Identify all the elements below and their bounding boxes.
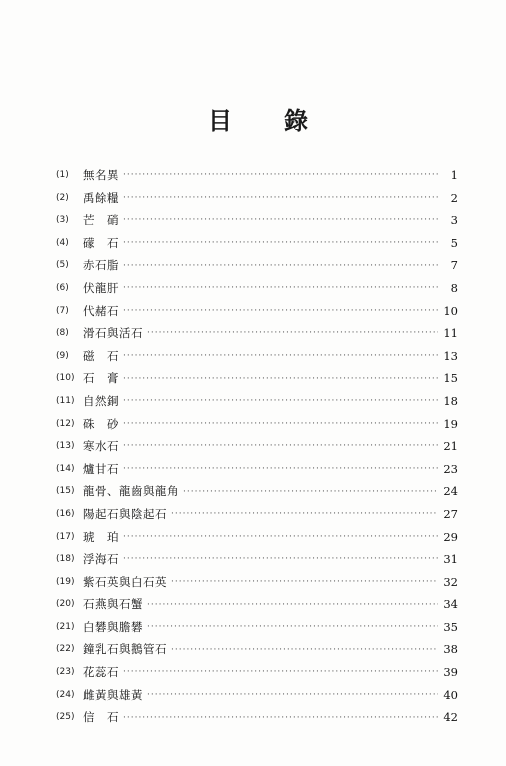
toc-entry-number: (16) bbox=[56, 508, 75, 519]
toc-entry bbox=[56, 413, 458, 436]
toc-dot-leader bbox=[123, 345, 438, 367]
toc-dot-leader bbox=[123, 413, 438, 435]
toc-dot-leader bbox=[123, 277, 438, 299]
page-title-char-2: 錄 bbox=[284, 107, 308, 135]
toc-entry-page: 2 bbox=[450, 190, 458, 205]
toc-entry-page: 39 bbox=[443, 665, 458, 680]
toc-entry-title: 礞 石 bbox=[83, 235, 119, 250]
toc-entry-title: 琥 珀 bbox=[83, 529, 119, 544]
toc-dot-leader bbox=[123, 661, 438, 683]
toc-dot-leader bbox=[123, 435, 438, 457]
toc-entry-number: (3) bbox=[56, 215, 69, 226]
toc-entry-number: (7) bbox=[56, 305, 69, 316]
toc-entry-page: 15 bbox=[443, 371, 458, 386]
toc-entry-page: 19 bbox=[443, 416, 458, 431]
toc-dot-leader bbox=[123, 300, 438, 322]
toc-entry-page: 3 bbox=[450, 213, 458, 228]
toc-entry-number: (17) bbox=[56, 531, 75, 542]
toc-entry bbox=[56, 254, 458, 277]
toc-entry-page: 31 bbox=[443, 552, 458, 567]
toc-entry-title: 伏龍肝 bbox=[83, 280, 119, 295]
toc-entry-number: (22) bbox=[56, 644, 75, 655]
toc-entry bbox=[56, 638, 458, 661]
page-title-char-1: 目 bbox=[208, 107, 232, 135]
toc-dot-leader bbox=[147, 684, 438, 706]
toc-entry bbox=[56, 503, 458, 526]
toc-entry-page: 29 bbox=[443, 529, 458, 544]
toc-entry-page: 11 bbox=[443, 326, 458, 341]
toc-entry-title: 爐甘石 bbox=[83, 461, 119, 476]
table-of-contents bbox=[56, 164, 458, 729]
toc-entry bbox=[56, 435, 458, 458]
toc-entry-page: 23 bbox=[443, 461, 458, 476]
toc-dot-leader bbox=[123, 164, 438, 186]
toc-entry-page: 35 bbox=[443, 619, 458, 634]
toc-entry bbox=[56, 232, 458, 255]
toc-entry bbox=[56, 277, 458, 300]
toc-entry-page: 10 bbox=[443, 303, 458, 318]
toc-entry-title: 紫石英與白石英 bbox=[83, 574, 167, 589]
toc-dot-leader bbox=[123, 548, 438, 570]
toc-entry-number: (10) bbox=[56, 373, 75, 384]
toc-entry-page: 13 bbox=[443, 348, 458, 363]
toc-entry-page: 42 bbox=[443, 710, 458, 725]
toc-entry-page: 8 bbox=[450, 280, 458, 295]
toc-entry-title: 鐘乳石與鵝管石 bbox=[83, 642, 167, 657]
toc-entry-number: (21) bbox=[56, 621, 75, 632]
toc-entry bbox=[56, 548, 458, 571]
toc-entry-title: 石燕與石蟹 bbox=[83, 597, 143, 612]
toc-entry-page: 40 bbox=[443, 687, 458, 702]
toc-entry bbox=[56, 209, 458, 232]
toc-entry-number: (2) bbox=[56, 192, 69, 203]
toc-entry-number: (5) bbox=[56, 260, 69, 271]
toc-dot-leader bbox=[123, 368, 438, 390]
toc-dot-leader bbox=[171, 571, 438, 593]
toc-dot-leader bbox=[123, 232, 438, 254]
toc-dot-leader bbox=[123, 707, 438, 729]
toc-entry bbox=[56, 458, 458, 481]
toc-entry-title: 磁 石 bbox=[83, 348, 119, 363]
toc-dot-leader bbox=[147, 616, 438, 638]
toc-entry-number: (13) bbox=[56, 441, 75, 452]
toc-entry bbox=[56, 480, 458, 503]
toc-entry-title: 硃 砂 bbox=[83, 416, 119, 431]
toc-entry-title: 滑石與活石 bbox=[83, 326, 143, 341]
toc-entry-title: 信 石 bbox=[83, 710, 119, 725]
toc-entry bbox=[56, 322, 458, 345]
toc-entry-page: 1 bbox=[450, 168, 458, 182]
toc-entry-number: (15) bbox=[56, 486, 75, 497]
toc-entry-page: 27 bbox=[443, 506, 458, 521]
page-title bbox=[0, 106, 506, 136]
toc-entry-number: (14) bbox=[56, 463, 75, 474]
toc-dot-leader bbox=[171, 639, 438, 661]
toc-entry-page: 21 bbox=[443, 439, 458, 454]
toc-entry-page: 34 bbox=[443, 597, 458, 612]
toc-entry-number: (20) bbox=[56, 599, 75, 610]
toc-entry-number: (24) bbox=[56, 689, 75, 700]
toc-entry-number: (11) bbox=[56, 395, 75, 406]
toc-entry-number: (19) bbox=[56, 576, 75, 587]
toc-entry-title: 白礬與膽礬 bbox=[83, 619, 143, 634]
toc-entry-page: 24 bbox=[443, 484, 458, 499]
toc-dot-leader bbox=[123, 187, 438, 209]
toc-entry-title: 芒 硝 bbox=[83, 213, 119, 228]
toc-dot-leader bbox=[123, 209, 438, 231]
toc-entry bbox=[56, 684, 458, 707]
toc-entry-page: 32 bbox=[443, 574, 458, 589]
toc-entry-title: 浮海石 bbox=[83, 552, 119, 567]
toc-entry-page: 18 bbox=[443, 393, 458, 408]
toc-entry bbox=[56, 571, 458, 594]
toc-dot-leader bbox=[171, 503, 438, 525]
toc-entry-number: (6) bbox=[56, 282, 69, 293]
toc-entry-title: 龍骨、龍齒與龍角 bbox=[83, 484, 179, 499]
toc-entry-number: (12) bbox=[56, 418, 75, 429]
toc-entry-number: (9) bbox=[56, 350, 69, 361]
toc-entry-title: 代赭石 bbox=[83, 303, 119, 318]
toc-dot-leader bbox=[123, 255, 438, 277]
toc-entry-number: (23) bbox=[56, 667, 75, 678]
toc-entry-page: 7 bbox=[450, 258, 458, 273]
toc-dot-leader bbox=[123, 390, 438, 412]
toc-entry-title: 石 膏 bbox=[83, 371, 119, 386]
toc-dot-leader bbox=[147, 594, 438, 616]
toc-entry-title: 自然銅 bbox=[83, 393, 119, 408]
toc-entry-number: (4) bbox=[56, 237, 69, 248]
toc-entry-title: 無名異 bbox=[83, 168, 119, 182]
toc-entry bbox=[56, 616, 458, 639]
toc-dot-leader bbox=[147, 322, 438, 344]
toc-entry-number: (1) bbox=[56, 170, 69, 180]
toc-entry-page: 5 bbox=[450, 235, 458, 250]
toc-entry bbox=[56, 390, 458, 413]
toc-entry-title: 赤石脂 bbox=[83, 258, 119, 273]
toc-entry bbox=[56, 367, 458, 390]
toc-entry-number: (25) bbox=[56, 712, 75, 723]
toc-entry-title: 寒水石 bbox=[83, 439, 119, 454]
toc-entry-title: 雌黃與雄黃 bbox=[83, 687, 143, 702]
toc-entry-title: 花蕊石 bbox=[83, 665, 119, 680]
toc-entry-page: 38 bbox=[443, 642, 458, 657]
toc-entry-title: 陽起石與陰起石 bbox=[83, 506, 167, 521]
toc-dot-leader bbox=[183, 481, 438, 503]
toc-dot-leader bbox=[123, 458, 438, 480]
toc-entry-title: 禹餘糧 bbox=[83, 190, 119, 205]
toc-entry bbox=[56, 706, 458, 729]
toc-entry bbox=[56, 187, 458, 210]
toc-entry-number: (8) bbox=[56, 328, 69, 339]
toc-entry bbox=[56, 661, 458, 684]
toc-entry bbox=[56, 526, 458, 549]
toc-entry bbox=[56, 345, 458, 368]
toc-dot-leader bbox=[123, 526, 438, 548]
toc-entry bbox=[56, 164, 458, 187]
toc-entry bbox=[56, 300, 458, 323]
toc-entry bbox=[56, 593, 458, 616]
toc-entry-number: (18) bbox=[56, 554, 75, 565]
